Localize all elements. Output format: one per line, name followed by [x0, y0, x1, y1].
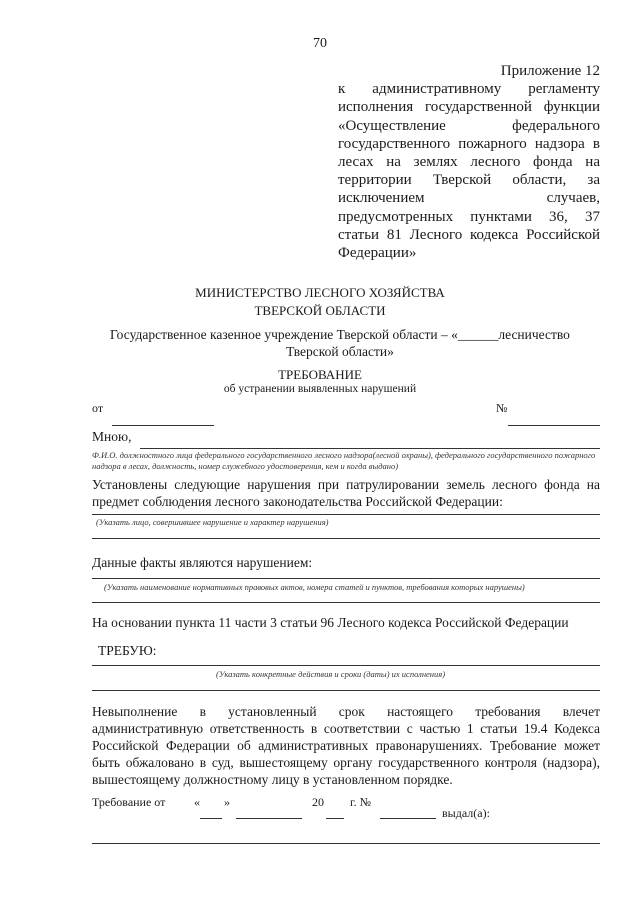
- appendix-title: Приложение 12: [500, 63, 600, 79]
- actions-fill-line-1: [92, 665, 600, 666]
- acts-fill-line-2: [92, 602, 600, 603]
- ministry-line-2: ТВЕРСКОЙ ОБЛАСТИ: [254, 303, 386, 318]
- demand-label: ТРЕБУЮ:: [98, 643, 157, 658]
- quote-close: »: [224, 795, 230, 809]
- ministry-line-1: МИНИСТЕРСТВО ЛЕСНОГО ХОЗЯЙСТВА: [195, 285, 445, 300]
- violation-note: (Указать лицо, совершившее нарушение и характер нарушения): [96, 517, 329, 527]
- month-line: [236, 818, 302, 819]
- violation-fill-line-2: [92, 538, 600, 539]
- ministry-header: [0, 284, 640, 320]
- acts-note: (Указать наименование нормативных правовых актов, номера статей и пунктов, требования которых нарушены): [104, 582, 525, 592]
- violation-fill-line-1: [92, 514, 600, 515]
- quote-open: «: [194, 795, 200, 809]
- doc-number-line: [380, 818, 436, 819]
- facts-text: Данные факты являются нарушением:: [92, 555, 313, 570]
- actions-fill-line-2: [92, 690, 600, 691]
- req-from-label: Требование от: [92, 795, 166, 809]
- institution-line-2: Тверской области»: [286, 344, 394, 359]
- institution-header: [90, 326, 590, 360]
- established-text: Установлены следующие нарушения при патрулировании земель лесного фонда на предмет соблюдения лесного законодательства Российской Федерации:: [92, 477, 600, 509]
- institution-line-1: Государственное казенное учреждение Тверской области – «______лесничество: [110, 327, 570, 342]
- acts-fill-line-1: [92, 578, 600, 579]
- appendix-block: [338, 62, 600, 262]
- number-line: [508, 425, 600, 426]
- requirement-title: ТРЕБОВАНИЕ: [278, 367, 362, 382]
- official-note: Ф.И.О. должностного лица федерального государственного лесного надзора(лесной охраны), федерального государственного пожарного надзора в лесах, должность, номер служебного удостоверения, кем и когда выдано): [92, 450, 596, 471]
- year-prefix: 20: [312, 795, 324, 809]
- page-number: 70: [313, 36, 327, 51]
- from-label: от: [92, 401, 104, 415]
- requirement-subtitle: об устранении выявленных нарушений: [223, 383, 417, 395]
- actions-note: (Указать конкретные действия и сроки (даты) их исполнения): [216, 669, 446, 679]
- requirement-heading: [0, 368, 640, 396]
- by-me-label: Мною,: [92, 429, 132, 444]
- signature-line: [92, 843, 600, 844]
- official-fill-line: [140, 448, 600, 449]
- day-line: [200, 818, 222, 819]
- issued-label: выдал(а):: [442, 806, 490, 820]
- basis-text: На основании пункта 11 части 3 статьи 96 Лесного кодекса Российской Федерации: [92, 615, 569, 630]
- appendix-body: к административному регламенту исполнения государственной функции «Осуществление федерального государственного пожарного надзора в лесах на землях лесного фонда на территории Тверской области, за исключением случаев, предусмотренных пунктами 36, 37 статьи 81 Лесного кодекса Российской Федерации»: [338, 81, 600, 262]
- year-line: [326, 818, 344, 819]
- date-line: [112, 425, 214, 426]
- number-label: №: [496, 401, 508, 415]
- year-suffix: г. №: [350, 795, 372, 809]
- non-compliance-text: Невыполнение в установленный срок настоящего требования влечет административную ответственность в соответствии с частью 1 статьи 19.4 Кодекса Российской Федерации об административных правонарушениях. Требование может быть обжаловано в суд, вышестоящему органу государственного контроля (надзора), вышестоящему должностному лицу в установленном порядке.: [92, 704, 600, 787]
